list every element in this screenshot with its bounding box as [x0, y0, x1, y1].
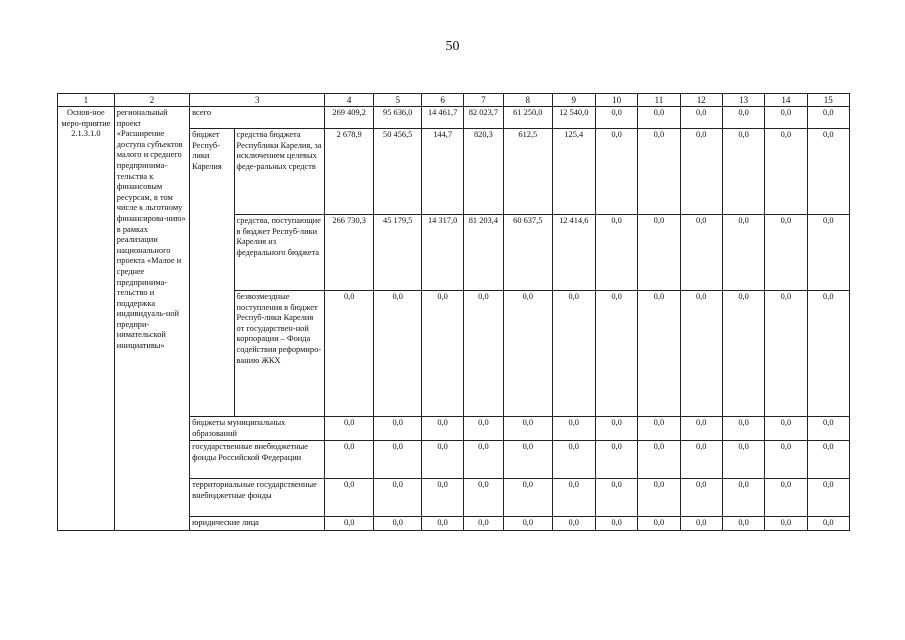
value-cell: 0,0 [422, 517, 463, 531]
value-cell: 0,0 [722, 215, 764, 291]
value-cell: 2 678,9 [325, 129, 374, 215]
value-cell: 0,0 [807, 215, 849, 291]
value-cell: 0,0 [325, 441, 374, 479]
value-cell: 0,0 [463, 441, 503, 479]
value-cell: 0,0 [638, 441, 680, 479]
value-cell: 82 023,7 [463, 107, 503, 129]
value-cell: 0,0 [504, 479, 553, 517]
value-cell: 0,0 [638, 215, 680, 291]
value-cell: 125,4 [552, 129, 595, 215]
row-label: всего [190, 107, 325, 129]
value-cell: 0,0 [463, 479, 503, 517]
header-cell: 3 [190, 94, 325, 107]
header-cell: 15 [807, 94, 849, 107]
value-cell: 0,0 [325, 417, 374, 441]
value-cell: 0,0 [638, 129, 680, 215]
value-cell: 612,5 [504, 129, 553, 215]
value-cell: 0,0 [722, 479, 764, 517]
header-cell: 10 [595, 94, 637, 107]
value-cell: 0,0 [552, 417, 595, 441]
value-cell: 0,0 [373, 417, 422, 441]
value-cell: 0,0 [807, 417, 849, 441]
value-cell: 14 317,0 [422, 215, 463, 291]
value-cell: 61 250,0 [504, 107, 553, 129]
value-cell: 0,0 [765, 441, 807, 479]
value-cell: 0,0 [638, 291, 680, 417]
value-cell: 269 409,2 [325, 107, 374, 129]
row-label: средства, поступающие в бюджет Респуб-лики Карелия из федерального бюджета [234, 215, 325, 291]
value-cell: 0,0 [807, 441, 849, 479]
value-cell: 0,0 [722, 291, 764, 417]
value-cell: 0,0 [807, 107, 849, 129]
value-cell: 0,0 [422, 291, 463, 417]
value-cell: 0,0 [595, 215, 637, 291]
value-cell: 0,0 [422, 417, 463, 441]
value-cell: 0,0 [638, 107, 680, 129]
value-cell: 50 456,5 [373, 129, 422, 215]
header-cell: 6 [422, 94, 463, 107]
header-cell: 1 [58, 94, 115, 107]
header-cell: 7 [463, 94, 503, 107]
row-label: территориальные государственные внебюджетные фонды [190, 479, 325, 517]
value-cell: 0,0 [807, 291, 849, 417]
value-cell: 0,0 [422, 479, 463, 517]
value-cell: 0,0 [373, 291, 422, 417]
value-cell: 0,0 [463, 517, 503, 531]
value-cell: 60 637,5 [504, 215, 553, 291]
header-cell: 8 [504, 94, 553, 107]
value-cell: 12 414,6 [552, 215, 595, 291]
header-cell: 11 [638, 94, 680, 107]
project-description-cell: региональный проект «Расширение доступа субъектов малого и среднего предпринима-тельства к финансовым ресурсам, в том числе к льготному финансирова-нию» в рамках реализации национального проекта «Малое и среднее предпринима-тельство и поддержка индивидуаль-ной предпри-нимательской инициативы» [114, 107, 189, 531]
value-cell: 0,0 [722, 517, 764, 531]
budget-table [57, 93, 850, 531]
value-cell: 0,0 [680, 441, 722, 479]
value-cell: 0,0 [595, 479, 637, 517]
value-cell: 0,0 [422, 441, 463, 479]
value-cell: 0,0 [552, 441, 595, 479]
header-cell: 4 [325, 94, 374, 107]
value-cell: 0,0 [325, 517, 374, 531]
header-cell: 2 [114, 94, 189, 107]
value-cell: 0,0 [373, 441, 422, 479]
value-cell: 14 461,7 [422, 107, 463, 129]
value-cell: 0,0 [325, 479, 374, 517]
source-group-label: бюджет Респуб-лики Карелия [190, 129, 234, 417]
value-cell: 0,0 [373, 479, 422, 517]
header-cell: 5 [373, 94, 422, 107]
value-cell: 0,0 [552, 479, 595, 517]
header-cell: 12 [680, 94, 722, 107]
header-cell: 14 [765, 94, 807, 107]
value-cell: 0,0 [680, 291, 722, 417]
value-cell: 0,0 [680, 129, 722, 215]
value-cell: 12 540,0 [552, 107, 595, 129]
value-cell: 45 179,5 [373, 215, 422, 291]
value-cell: 0,0 [595, 417, 637, 441]
header-row [58, 94, 850, 107]
value-cell: 0,0 [325, 291, 374, 417]
page-number: 50 [445, 39, 460, 54]
value-cell: 0,0 [552, 291, 595, 417]
value-cell: 95 636,0 [373, 107, 422, 129]
value-cell: 0,0 [638, 417, 680, 441]
value-cell: 0,0 [765, 107, 807, 129]
value-cell: 0,0 [552, 517, 595, 531]
value-cell: 0,0 [765, 479, 807, 517]
event-label-cell: Основ-ное меро-приятие 2.1.3.1.0 [58, 107, 115, 531]
value-cell: 0,0 [504, 517, 553, 531]
value-cell: 0,0 [680, 517, 722, 531]
table-row [58, 107, 850, 129]
value-cell: 0,0 [504, 291, 553, 417]
value-cell: 0,0 [722, 129, 764, 215]
value-cell: 0,0 [595, 441, 637, 479]
value-cell: 0,0 [595, 129, 637, 215]
value-cell: 0,0 [680, 215, 722, 291]
value-cell: 0,0 [595, 107, 637, 129]
value-cell: 0,0 [504, 441, 553, 479]
value-cell: 0,0 [807, 479, 849, 517]
value-cell: 0,0 [595, 517, 637, 531]
row-label: средства бюджета Республики Карелия, за исключением целевых феде-ральных средств [234, 129, 325, 215]
value-cell: 0,0 [595, 291, 637, 417]
value-cell: 0,0 [807, 129, 849, 215]
row-label: бюджеты муниципальных образований [190, 417, 325, 441]
value-cell: 0,0 [638, 479, 680, 517]
value-cell: 0,0 [680, 107, 722, 129]
value-cell: 0,0 [463, 291, 503, 417]
value-cell: 0,0 [807, 517, 849, 531]
value-cell: 0,0 [765, 517, 807, 531]
value-cell: 266 730,3 [325, 215, 374, 291]
value-cell: 0,0 [680, 479, 722, 517]
value-cell: 0,0 [680, 417, 722, 441]
value-cell: 820,3 [463, 129, 503, 215]
value-cell: 0,0 [765, 291, 807, 417]
value-cell: 0,0 [373, 517, 422, 531]
row-label: юридические лица [190, 517, 325, 531]
value-cell: 0,0 [463, 417, 503, 441]
value-cell: 0,0 [638, 517, 680, 531]
value-cell: 0,0 [765, 129, 807, 215]
value-cell: 0,0 [504, 417, 553, 441]
value-cell: 0,0 [722, 417, 764, 441]
row-label: безвозмездные поступления в бюджет Респуб-лики Карелия от государствен-ной корпорации – Фонда содействия реформиро-ванию ЖКХ [234, 291, 325, 417]
header-cell: 13 [722, 94, 764, 107]
value-cell: 0,0 [722, 441, 764, 479]
value-cell: 0,0 [765, 215, 807, 291]
value-cell: 81 203,4 [463, 215, 503, 291]
header-cell: 9 [552, 94, 595, 107]
value-cell: 0,0 [765, 417, 807, 441]
value-cell: 0,0 [722, 107, 764, 129]
row-label: государственные внебюджетные фонды Российской Федерации [190, 441, 325, 479]
value-cell: 144,7 [422, 129, 463, 215]
